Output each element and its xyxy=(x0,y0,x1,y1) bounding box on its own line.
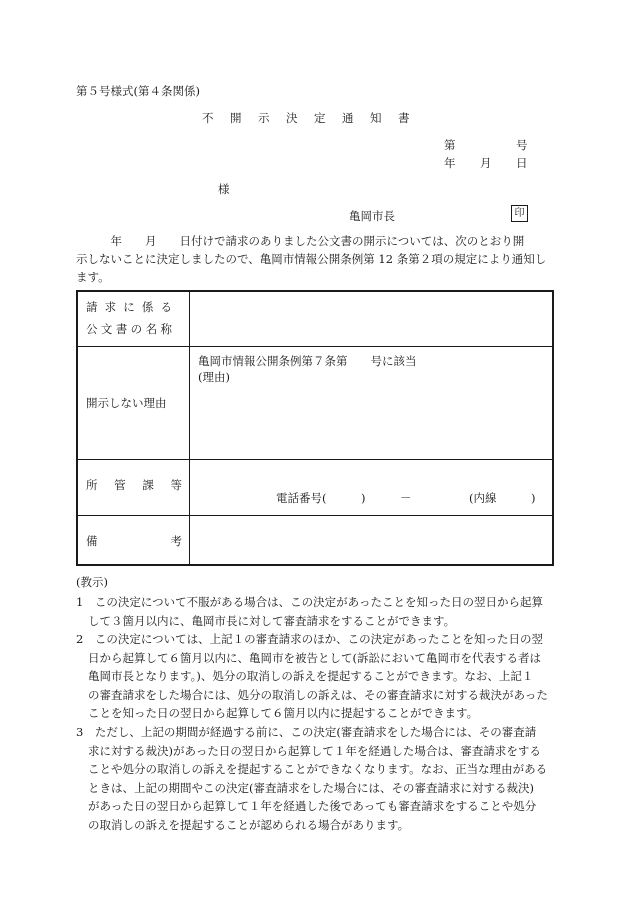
table-row-remarks xyxy=(78,516,552,566)
header-char: 書 xyxy=(115,322,128,336)
header-char: る xyxy=(160,300,172,314)
seal-mark: 印 xyxy=(511,205,528,222)
issuer-name: 亀岡市長 xyxy=(349,209,395,223)
body-line: 示しないことに決定しましたので、亀岡市情報公開条例第 12 条第２項の規定により通知し xyxy=(76,252,547,266)
instruction-line: 亀岡市長となります。)、処分の取消しの訴えを提起することができます。なお、上記１ xyxy=(88,669,534,683)
title-char: 示 xyxy=(258,111,271,125)
header-char: 等 xyxy=(170,478,182,492)
title-char: 書 xyxy=(398,111,411,125)
body-paragraph xyxy=(76,232,554,286)
instruction-line: 日から起算して６箇月以内に、亀岡市を被告として(訴訟において亀岡市を代表する者は xyxy=(88,650,541,665)
date-month: 月 xyxy=(480,156,492,170)
title-char: 定 xyxy=(314,111,327,125)
instructions-heading: (教示) xyxy=(76,575,108,589)
instruction-line: ことや処分の取消しの訴えを提起することができなくなります。なお、正当な理由がある xyxy=(88,762,548,776)
body-line: ます。 xyxy=(76,270,110,284)
header-char: 名 xyxy=(145,322,158,336)
header-char: 文 xyxy=(100,322,113,336)
header-char: 管 xyxy=(114,478,126,492)
title-char: 不 xyxy=(202,111,215,125)
title-char: 決 xyxy=(286,111,299,125)
header-char: 係 xyxy=(141,300,154,314)
form-number: 第５号様式(第４条関係) xyxy=(76,84,200,98)
header-char: 称 xyxy=(160,322,172,336)
instruction-line: があった日の翌日から起算して１年を経過した後であっても審査請求をすることや処分 xyxy=(88,799,537,813)
header-char: 求 xyxy=(104,300,117,314)
table-row-department xyxy=(78,460,552,516)
row-header-remarks xyxy=(86,530,182,552)
number-suffix: 号 xyxy=(516,138,528,152)
header-char: 所 xyxy=(86,478,98,492)
title-char: 知 xyxy=(370,111,383,125)
header-char: 課 xyxy=(142,478,154,492)
title-char: 通 xyxy=(342,111,355,125)
number-prefix: 第 xyxy=(444,138,456,152)
table-row-document-name xyxy=(78,292,552,347)
disclosure-table xyxy=(76,290,554,566)
header-char: 備 xyxy=(86,534,98,548)
instruction-line: 2 この決定については、上記１の審査請求のほか、この決定があったことを知った日の翌 xyxy=(76,632,543,646)
row-header-department xyxy=(86,474,182,496)
instruction-item-2 xyxy=(76,630,556,723)
instruction-line: 1 この決定について不服がある場合は、この決定があったことを知った日の翌日から起算 xyxy=(76,595,543,609)
instruction-line: して３箇月以内に、亀岡市長に対して審査請求をすることができます。 xyxy=(88,613,456,628)
reason-label: (理由) xyxy=(198,370,230,384)
title-char: 開 xyxy=(230,111,243,125)
instruction-line: ときは、上記の期間やこの決定(審査請求をした場合には、その審査請求に対する裁決) xyxy=(88,780,534,795)
instruction-line: の取消しの訴えを提起することが認められる場合があります。 xyxy=(88,817,410,832)
instruction-item-3 xyxy=(76,723,556,834)
instruction-line: ことを知った日の翌日から起算して６箇月以内に提起することができます。 xyxy=(88,706,479,720)
table-row-reason xyxy=(78,347,552,460)
body-line: 年 月 日付けで請求のありました公文書の開示については、次のとおり開 xyxy=(76,234,525,248)
instruction-line: の審査請求をした場合には、処分の取消しの訴えは、その審査請求に対する裁決があった xyxy=(88,687,548,702)
phone-number-line: 電話番号( ) － (内線 ) xyxy=(276,491,536,505)
header-char: に xyxy=(123,300,135,314)
instruction-line: 求に対する裁決)があった日の翌日から起算して１年を経過した場合は、審査請求をする xyxy=(88,743,541,758)
reason-cell xyxy=(198,353,417,385)
instruction-line: 3 ただし、上記の期間が経過する前に、この決定(審査請求をした場合には、その審査請 xyxy=(76,725,537,739)
instruction-item-1 xyxy=(76,593,556,630)
date-year: 年 xyxy=(444,156,456,170)
row-header-reason: 開示しない理由 xyxy=(86,396,167,410)
addressee-suffix: 様 xyxy=(218,182,230,196)
reason-article: 亀岡市情報公開条例第７条第 号に該当 xyxy=(198,354,417,368)
header-char: 考 xyxy=(170,534,182,548)
header-char: 請 xyxy=(86,300,98,314)
row-header-document-name xyxy=(86,296,182,340)
date-day: 日 xyxy=(516,156,528,170)
document-title xyxy=(202,110,426,126)
header-char: 公 xyxy=(86,322,98,336)
header-char: の xyxy=(130,322,143,336)
